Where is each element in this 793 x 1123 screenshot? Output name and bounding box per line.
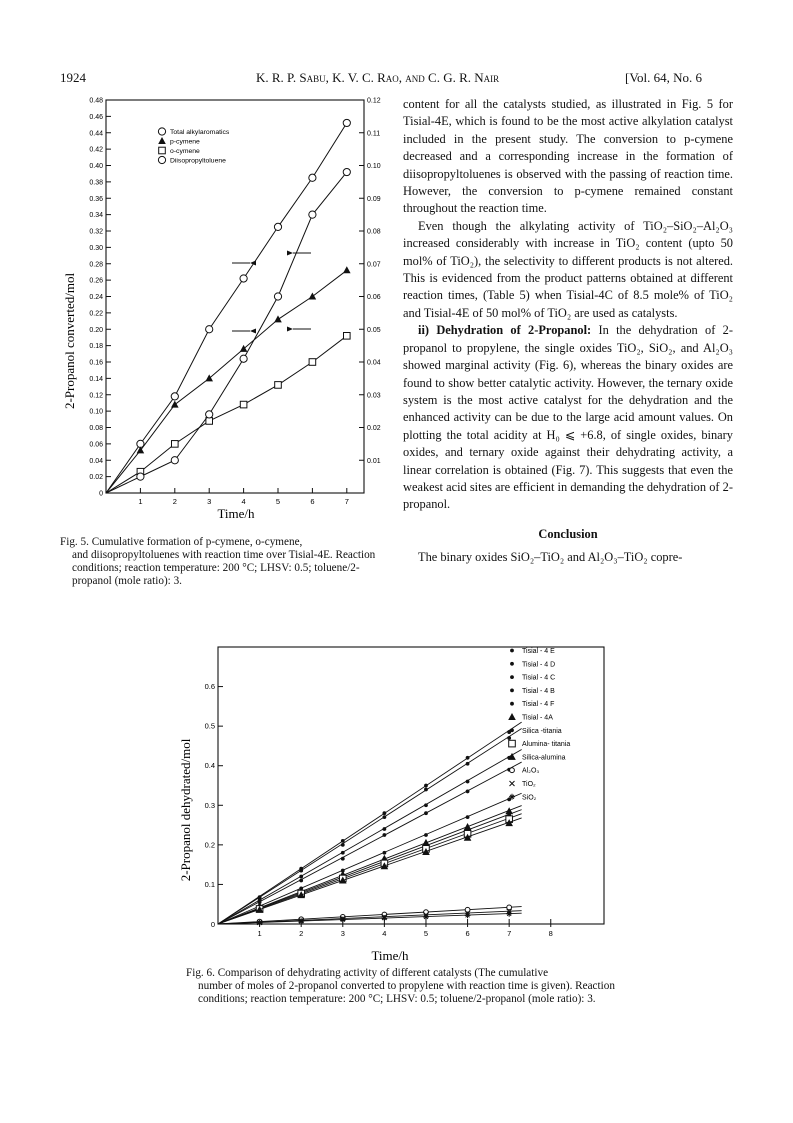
fig6-data-point bbox=[299, 879, 303, 883]
fig5-ylabel: 2-Propanol converted/mol bbox=[62, 272, 77, 410]
fig5-data-point bbox=[240, 345, 248, 352]
fig6-series-line bbox=[218, 810, 522, 924]
fig5-left-tick-label: 0.08 bbox=[89, 425, 103, 432]
right-text-column bbox=[403, 96, 733, 567]
fig5-xlabel: Time/h bbox=[217, 506, 255, 521]
fig6-data-point bbox=[299, 875, 303, 879]
fig5-x-tick-label: 1 bbox=[138, 497, 143, 506]
fig5-data-point bbox=[343, 119, 350, 126]
fig6-y-tick-label: 0.1 bbox=[204, 879, 215, 889]
fig5-right-tick-label: 0.07 bbox=[367, 261, 381, 269]
fig5-left-tick-label: 0.24 bbox=[89, 294, 103, 301]
fig6-data-point bbox=[424, 811, 428, 815]
fig6-data-point bbox=[382, 833, 386, 837]
fig6-legend-marker bbox=[510, 649, 514, 653]
fig5-right-tick-label: 0.06 bbox=[367, 294, 381, 301]
fig5-caption bbox=[60, 536, 395, 588]
fig6-x-tick-label: 7 bbox=[507, 929, 512, 938]
fig6-series-line bbox=[218, 814, 522, 924]
fig6-data-point bbox=[341, 843, 345, 847]
fig6-x-tick-label: 1 bbox=[257, 929, 262, 938]
fig5-right-tick-label: 0.09 bbox=[367, 195, 381, 203]
fig5-caption-rest: and diisopropyltoluenes with reaction time over Tisial-4E. Reaction conditions; reaction temperature: 200 °C; LHSV: 0.5; toluene/2-propanol (mole ratio): 3. bbox=[72, 549, 376, 587]
fig6-series-line bbox=[218, 728, 522, 924]
fig6-series-line bbox=[218, 907, 522, 924]
fig6-data-point bbox=[466, 815, 470, 819]
fig6-data-point bbox=[466, 762, 470, 766]
fig5-arrow-head bbox=[250, 329, 256, 334]
fig5-data-point bbox=[171, 401, 179, 408]
fig6-legend-marker bbox=[508, 713, 516, 720]
fig5-legend-label: o-cymene bbox=[170, 148, 200, 155]
fig6-legend-label: Silica-alumina bbox=[522, 754, 566, 762]
fig6-legend-label: Tisial - 4 E bbox=[522, 648, 555, 655]
fig6-legend-label: Tisial - 4 D bbox=[522, 661, 556, 669]
fig6-x-tick-label: 2 bbox=[299, 929, 304, 938]
fig5-x-tick-label: 2 bbox=[172, 497, 177, 506]
fig6-legend-marker bbox=[510, 702, 514, 706]
fig6-data-point bbox=[466, 756, 470, 760]
fig5-arrow-head bbox=[287, 327, 293, 332]
paragraph-2: Even though the alkylating activity of TiO₂–SiO₂–Al₂O₃ increased considerably with increase in TiO₂ content (upto 50 mol% of TiO₂), the selectivity to different products is not altered. This is evidenced from the product patterns obtained at different reaction times, (Table 5) when Tisial-4C of 8.5 mole% of TiO₂ and Tisial-4E of 50 mol% of TiO₂ are used as catalysts. bbox=[403, 218, 733, 320]
fig5-right-tick-label: 0.01 bbox=[367, 457, 381, 465]
running-header bbox=[0, 70, 793, 90]
conclusion-heading: Conclusion bbox=[538, 526, 598, 541]
fig5-data-point bbox=[206, 326, 213, 333]
fig6-data-point bbox=[341, 839, 345, 843]
paragraph-1: content for all the catalysts studied, as illustrated in Fig. 5 for Tisial-4E, which is found to be the most active alkylation catalyst included in the present study. The conversion to p-cymene decreased and a corresponding increase in the formation of diisopropyltoluenes is observed with the passing of reaction time. However, the conversion to p-cymene remained constant throughout the reaction time. bbox=[403, 97, 733, 216]
fig6-data-point bbox=[382, 811, 386, 815]
fig5-legend-marker bbox=[158, 156, 165, 163]
fig6-ylabel: 2-Propanol dehydrated/mol bbox=[178, 738, 193, 882]
fig6-y-tick-label: 0.4 bbox=[204, 761, 215, 771]
fig6-data-point bbox=[299, 869, 303, 873]
fig6-data-point bbox=[507, 736, 511, 740]
fig5-left-tick-label: 0.18 bbox=[89, 343, 103, 351]
fig5-left-tick-label: 0.22 bbox=[89, 310, 103, 318]
fig5-data-point bbox=[206, 411, 213, 418]
fig5-left-tick-label: 0.28 bbox=[89, 261, 103, 269]
fig6-legend-label: Tisial - 4 C bbox=[522, 674, 556, 682]
fig5-left-tick-label: 0.42 bbox=[89, 146, 103, 154]
fig6-data-point bbox=[424, 788, 428, 792]
fig6-x-tick-label: 3 bbox=[340, 929, 345, 938]
fig5-left-tick-label: 0.14 bbox=[89, 375, 103, 383]
paragraph-3-text: In the dehydration of 2-propanol to propylene, the single oxides TiO₂, SiO₂, and Al₂O₃ showed marginal activity (Fig. 6), whereas the binary oxides are found to show better catalytic activity. However, the ternary oxide system is the most active catalyst for the dehydration and the enhanced activity can be due to the large acid amount values. On plotting the total acidity at H₀ ⩽ +6.8, of single oxides, binary oxides, and ternary oxide against their dehydrating activity, a linear correlation is obtained (Fig. 7). This suggests that even the weakest acid sites are efficient in demanding the dehydration of 2-propanol. bbox=[403, 323, 733, 512]
fig6-legend-marker bbox=[510, 689, 514, 693]
fig6-x-tick-label: 6 bbox=[465, 929, 470, 938]
fig6-series-line bbox=[218, 749, 522, 924]
fig6-x-tick-label: 5 bbox=[423, 929, 429, 938]
fig6-data-point bbox=[466, 780, 470, 784]
fig6-data-point bbox=[466, 790, 470, 794]
fig5-right-tick-label: 0.10 bbox=[367, 163, 381, 170]
fig6-x-tick-label: 8 bbox=[548, 929, 553, 938]
fig6-y-tick-label: 0.3 bbox=[204, 800, 215, 810]
fig6-data-point bbox=[382, 851, 386, 855]
fig5-data-point bbox=[240, 401, 247, 408]
fig5-left-tick-label: 0.26 bbox=[89, 277, 103, 285]
fig6-x-tick-label: 4 bbox=[382, 929, 387, 938]
fig5-x-tick-label: 3 bbox=[207, 497, 212, 506]
fig5-left-tick-label: 0.46 bbox=[89, 113, 103, 121]
fig5-x-tick-label: 7 bbox=[344, 497, 349, 506]
fig5-data-point bbox=[240, 275, 247, 282]
fig5-right-tick-label: 0.11 bbox=[367, 130, 381, 138]
fig6-legend-label: TiO₂ bbox=[522, 781, 536, 788]
fig5-data-point bbox=[275, 382, 282, 389]
fig5-left-tick-label: 0.48 bbox=[89, 97, 103, 105]
fig5-data-point bbox=[240, 355, 247, 362]
fig5-right-tick-label: 0.08 bbox=[367, 228, 381, 236]
fig5-arrow-head bbox=[287, 251, 293, 256]
fig5-caption-line1: Fig. 5. Cumulative formation of p-cymene, o-cymene, bbox=[60, 536, 303, 548]
fig5-x-tick-label: 5 bbox=[275, 497, 281, 506]
fig5-left-tick-label: 0.40 bbox=[89, 163, 103, 170]
fig6-legend-marker bbox=[510, 768, 515, 773]
fig5-left-tick-label: 0.10 bbox=[89, 408, 103, 416]
fig5-left-tick-label: 0.44 bbox=[89, 130, 103, 138]
fig5-x-tick-label: 4 bbox=[241, 497, 246, 506]
fig5-left-tick-label: 0.20 bbox=[89, 326, 103, 334]
fig5-left-tick-label: 0.12 bbox=[89, 392, 103, 400]
fig5-left-tick-label: 0.32 bbox=[89, 228, 103, 236]
conclusion-text: The binary oxides SiO₂–TiO₂ and Al₂O₃–TiO₂ copre- bbox=[418, 550, 683, 565]
fig5-left-tick-label: 0.04 bbox=[89, 457, 103, 465]
fig6-series-line bbox=[218, 818, 522, 924]
fig6-data-point bbox=[382, 815, 386, 819]
volume-info: [Vol. 64, No. 6 bbox=[625, 70, 703, 85]
paragraph-3 bbox=[403, 322, 733, 513]
fig5-legend-label: Total alkylaromatics bbox=[170, 129, 230, 136]
fig6-xlabel: Time/h bbox=[371, 948, 409, 963]
fig5-data-point bbox=[274, 315, 282, 322]
fig6-legend-marker bbox=[510, 728, 514, 732]
fig5-data-point bbox=[137, 473, 144, 480]
fig5-data-point bbox=[171, 393, 178, 400]
fig6-data-point bbox=[424, 803, 428, 807]
fig5-left-tick-label: 0.30 bbox=[89, 244, 103, 252]
fig5-legend-label: Diisopropyltoluene bbox=[170, 157, 226, 165]
fig5-right-tick-label: 0.05 bbox=[367, 326, 381, 334]
fig6-legend-label: Silica -titania bbox=[522, 727, 562, 735]
fig6-caption bbox=[186, 967, 616, 1006]
fig6-legend-marker bbox=[509, 740, 516, 747]
fig5-right-tick-label: 0.02 bbox=[367, 425, 381, 432]
fig5-data-point bbox=[205, 374, 213, 381]
fig5-x-tick-label: 6 bbox=[310, 497, 315, 506]
fig6-caption-rest: number of moles of 2-propanol converted to propylene with reaction time is given). Reaction conditions; reaction temperature: 200 °C; LHSV: 0.5; toluene/2-propanol (mole ratio): 3. bbox=[198, 980, 615, 1005]
page-number: 1924 bbox=[60, 70, 86, 85]
fig6-caption-line1: Fig. 6. Comparison of dehydrating activity of different catalysts (The cumulative bbox=[186, 967, 549, 979]
fig5-right-tick-label: 0.12 bbox=[367, 97, 381, 105]
fig5-left-tick-label: 0.06 bbox=[89, 441, 103, 449]
fig6-chart bbox=[178, 640, 618, 970]
fig6-y-tick-label: 0.6 bbox=[204, 682, 215, 692]
fig6-data-point bbox=[341, 851, 345, 855]
fig6-y-tick-label: 0.5 bbox=[204, 721, 215, 731]
fig6-data-point bbox=[341, 857, 345, 861]
fig6-data-point bbox=[382, 827, 386, 831]
fig5-left-tick-label: 0.34 bbox=[89, 212, 103, 220]
fig6-legend-marker bbox=[510, 781, 515, 786]
fig6-series-line bbox=[218, 793, 522, 924]
fig5-chart bbox=[55, 96, 405, 526]
fig5-legend-label: p-cymene bbox=[170, 138, 200, 146]
fig5-plot-frame bbox=[106, 100, 364, 493]
fig5-data-point bbox=[172, 441, 179, 448]
fig6-legend-label: SiO₂ bbox=[522, 794, 537, 802]
section-heading-dehydration: ii) Dehydration of 2-Propanol: bbox=[418, 323, 592, 338]
fig6-series-line bbox=[218, 762, 522, 924]
fig5-data-point bbox=[309, 359, 316, 366]
fig5-data-point bbox=[171, 457, 178, 464]
authors: K. R. P. Sabu, K. V. C. Rao, and C. G. R. Nair bbox=[256, 70, 500, 85]
fig5-data-point bbox=[274, 293, 281, 300]
fig5-data-point bbox=[309, 174, 316, 181]
fig5-data-point bbox=[309, 293, 317, 300]
fig6-legend-label: Tisial - 4 F bbox=[522, 701, 555, 709]
fig6-legend-marker bbox=[510, 662, 514, 666]
fig5-right-tick-label: 0.03 bbox=[367, 392, 381, 400]
fig5-data-point bbox=[343, 168, 350, 175]
fig5-data-point bbox=[343, 266, 351, 273]
fig5-data-point bbox=[344, 333, 351, 340]
fig5-legend-marker bbox=[158, 137, 166, 144]
fig6-y-tick-label: 0.2 bbox=[204, 840, 215, 850]
fig6-y-origin-label: 0 bbox=[210, 920, 215, 929]
fig5-left-tick-label: 0.36 bbox=[89, 195, 103, 203]
fig6-legend-label: Al₂O₃ bbox=[522, 767, 540, 775]
fig6-legend-label: Alumina- titania bbox=[522, 741, 571, 749]
fig5-left-tick-label: 0 bbox=[99, 490, 103, 498]
fig5-legend-marker bbox=[158, 128, 165, 135]
fig5-left-tick-label: 0.02 bbox=[89, 474, 103, 482]
fig6-data-point bbox=[424, 784, 428, 788]
fig6-series-line bbox=[218, 913, 522, 924]
fig5-left-tick-label: 0.38 bbox=[89, 179, 103, 187]
fig5-data-point bbox=[206, 418, 213, 425]
fig5-data-point bbox=[309, 211, 316, 218]
fig5-right-tick-label: 0.04 bbox=[367, 359, 381, 367]
fig6-legend-label: Tisial - 4 B bbox=[522, 687, 555, 695]
fig6-legend-label: Tisial - 4A bbox=[522, 714, 553, 722]
fig5-legend-marker bbox=[159, 147, 166, 154]
fig6-data-point bbox=[424, 833, 428, 837]
fig6-legend-marker bbox=[510, 675, 514, 679]
fig5-left-tick-label: 0.16 bbox=[89, 359, 103, 367]
fig5-data-point bbox=[274, 223, 281, 230]
